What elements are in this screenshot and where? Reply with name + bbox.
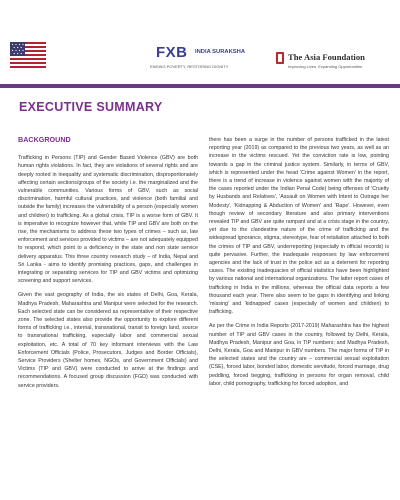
- fxb-logo-mark: FXB: [156, 44, 188, 61]
- asia-foundation-name: The Asia Foundation: [288, 52, 365, 62]
- fxb-india-suraksha-logo: [150, 44, 270, 74]
- body-paragraph: Trafficking in Persons (TIP) and Gender Based Violence (GBV) are both human rights violations. In fact, they are violations of several rights and are deeply rooted in inequality and systematic discrimination, disproportionately affecting certain sections/groups of the society i.e. the marginalized and the vulnerable communities. Various forms of GBV, such as social discrimination, harmful cultural practices, and violence (both familial and outside the family) increases the vulnerability of a person (especially women and children) to trafficking. As a global crisis, TIP is a worse form of GBV. It is imperative to recognize however that, while TIP and GBV are both on the rise, the mechanisms to address these two types of crimes – such as, law enforcement and services provided to victims – are not adequately equipped to respond, which point to a deficiency in the state and non state service delivery apparatus. This three country research study – of India, Nepal and Sri Lanka - aims to identify promising practices, gaps, and challenges in integrating or separating services for TIP and GBV victims and optimizing screening and support services.: [18, 155, 198, 285]
- header-divider: [0, 84, 400, 88]
- right-column: [209, 136, 389, 394]
- body-paragraph: As per the Crime in India Reports (2017-2019) Maharashtra has the highest number of TIP and GBV cases in the country, followed by Delhi, Kerala, Madhya Pradesh, Manipur and Goa, in TIP numbers; and Madhya Pradesh, Delhi, Kerala, Goa and Manipur in GBV numbers. The major forms of TIP in the selected states and the country are – commercial sexual exploitation (CSE), forced labor, bonded labor, domestic servitude, forced marriage, drug peddling, forced begging, trafficking in persons for organ removal, child labor, child pornography, trafficking for forced adoption, and: [209, 323, 389, 387]
- fxb-logo-brand: INDIA SURAKSHA: [195, 49, 246, 55]
- body-paragraph: Given the vast geography of India, the six states of Delhi, Goa, Kerala, Madhya Pradesh, Maharashtra and Manipur were selected for the research. Each selected state can be considered as representative of their respective zone. The selected states also provide the opportunity to explore different forms of trafficking i.e., internal, transnational, transit to foreign land, source to transnational trafficking, especially labor and commercial sexual exploitation, etc. A total of 70 key informant interviews with the Law Enforcement Officials (Police, Prosecutors, Judges and Border Officials), Service Providers (Shelter homes, NGOs, and Government Officials) and Victims (TIP and GBV) were conducted to arrive at the findings and recommendations. A focused group discussion (FGD) was conducted with service providers.: [18, 292, 198, 389]
- asia-foundation-tagline: Improving Lives, Expanding Opportunities: [288, 64, 363, 69]
- asia-foundation-logo: [274, 40, 398, 76]
- section-heading: BACKGROUND: [18, 135, 71, 144]
- us-flag-icon: [10, 42, 46, 68]
- left-column: [18, 136, 198, 396]
- page-title: EXECUTIVE SUMMARY: [19, 100, 163, 114]
- asia-foundation-emblem-icon: [276, 52, 284, 64]
- body-paragraph: there has been a surge in the number of persons trafficked in the latest reporting year (2019) as compared to the previous two years, as well as an increase in the victims rescued. Yet the conviction rate is low, pointing towards a gap in the criminal justice system. Similarly, in terms of GBV, which is represented under the head 'Crime against Women' in the report, there is a trend of increase in violence against women with the majority of the cases reported under the Indian Penal Code) being offenses of 'Cruelty by Husbands and Relatives', 'Assault on Women with Intent to Outrage her Modesty', 'Kidnapping & Abduction of Women' and 'Rape'. However, even though review of secondary literature and also primary interventions revealed TIP and GBV are quite rampant and at a crisis stage in the country, yet due to the clandestine nature of the crime of trafficking and the widespread ignorance, stigma, stereotype, fear of retaliation attached to both the crimes of TIP and GBV, underreporting (especially in official records) is quite pervasive. Further, the inadequate responses by law enforcement agencies and the lack of trust in the police act as a deterrent for reporting cases. The existing inadequacies of official statistics have been highlighted by various national and international organizations. The latter report cases of trafficking in India in the millions, whereas the official data reports a few thousand each year. There also seem to be gaps in identifying and linking 'missing' and 'kidnapped' cases (especially of women and children) to trafficking.: [209, 137, 389, 316]
- fxb-logo-tagline: ENDING POVERTY, RESTORING DIGNITY: [150, 64, 229, 69]
- page-header: [0, 0, 400, 82]
